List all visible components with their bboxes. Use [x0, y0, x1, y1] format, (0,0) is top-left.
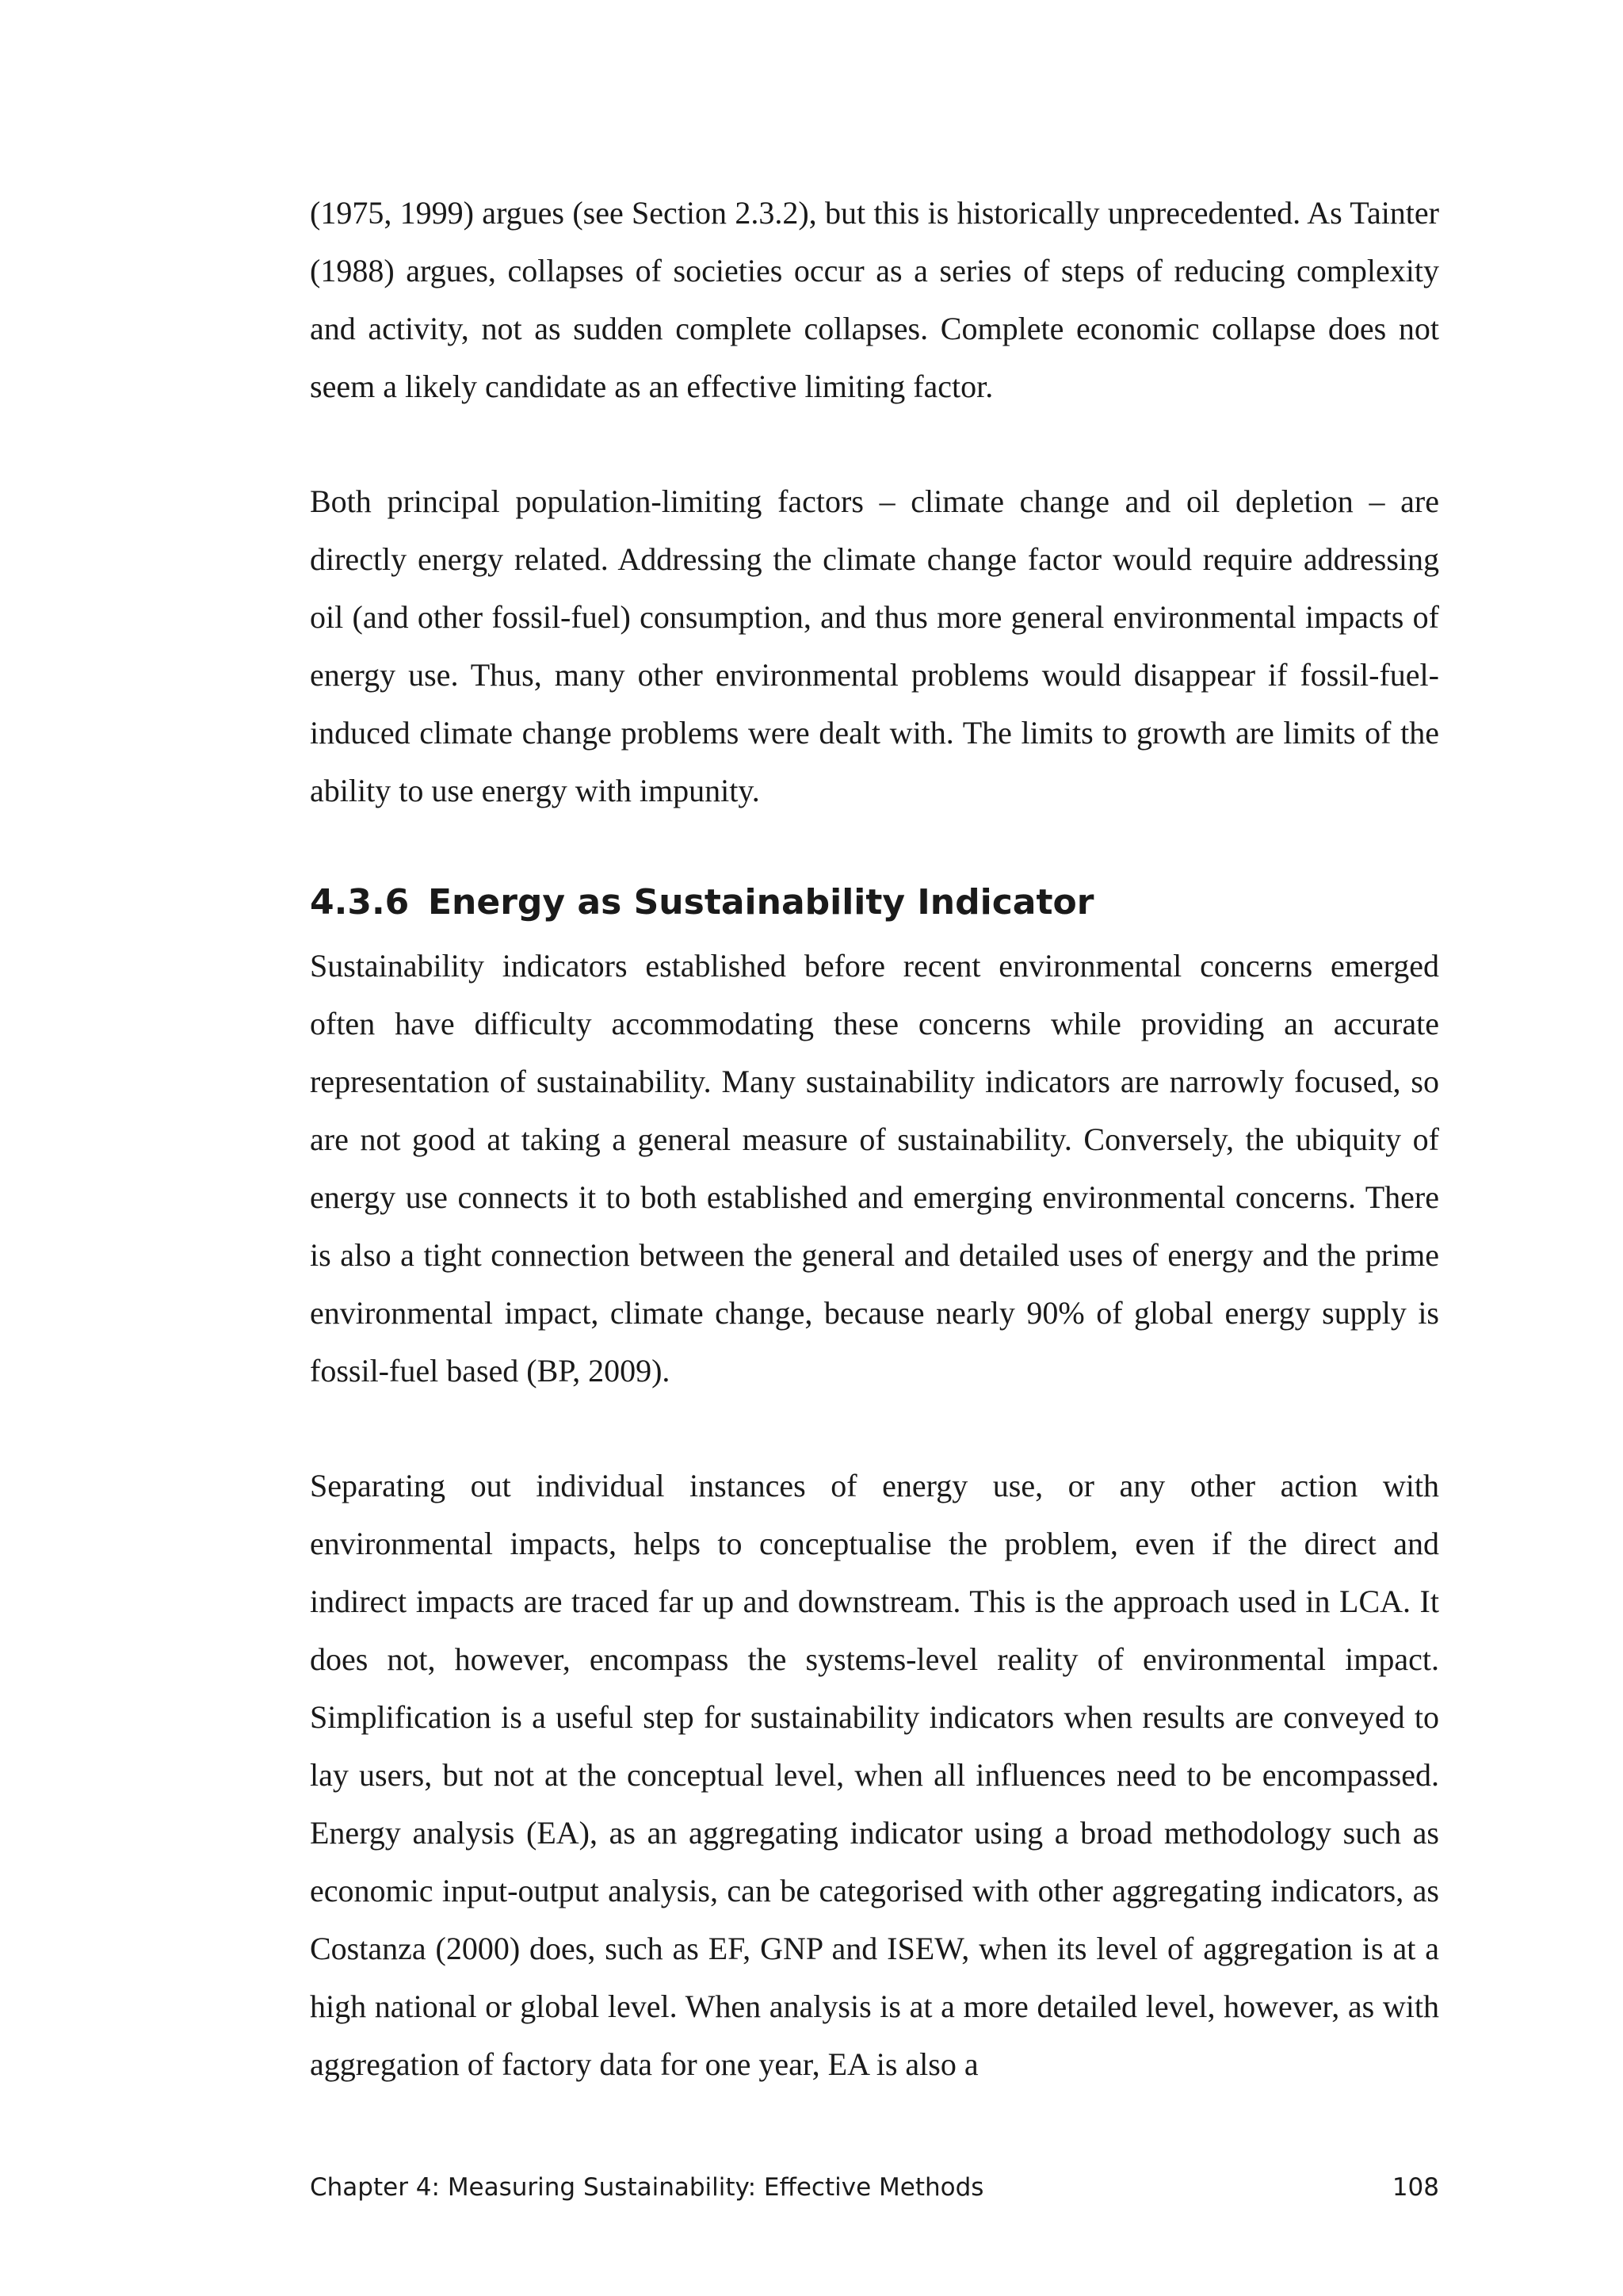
footer-page-number: 108 [1392, 2173, 1439, 2202]
section-title: Energy as Sustainability Indicator [428, 882, 1094, 923]
paragraph-2: Both principal population-limiting factors – climate change and oil depletion – are directly energy related. Addressing the climate change factor would require addressing oil (and other fossil-fuel) consumption, and thus more general environmental impacts of energy use. Thus, many other environmental problems would disappear if fossil-fuel-induced climate change problems were dealt with. The limits to growth are limits of the ability to use energy with impunity. [310, 483, 1439, 808]
page-footer [310, 2168, 1439, 2206]
section-heading [310, 869, 1439, 937]
footer-chapter-title: Chapter 4: Measuring Sustainability: Effective Methods [310, 2173, 984, 2202]
paragraph-4: Separating out individual instances of energy use, or any other action with environmental impacts, helps to conceptualise the problem, even if the direct and indirect impacts are traced far up and downstream. This is the approach used in LCA. It does not, however, encompass the systems-level reality of environmental impact. Simplification is a useful step for sustainability indicators when results are conveyed to lay users, but not at the conceptual level, when all influences need to be encompassed. Energy analysis (EA), as an aggregating indicator using a broad methodology such as economic input-output analysis, can be categorised with other aggregating indicators, as Costanza (2000) does, such as EF, GNP and ISEW, when its level of aggregation is at a high national or global level. When analysis is at a more detailed level, however, as with aggregation of factory data for one year, EA is also a [310, 1468, 1439, 2082]
section-number: 4.3.6 [310, 882, 410, 923]
paragraph-1: (1975, 1999) argues (see Section 2.3.2), but this is historically unprecedented. As Tainter (1988) argues, collapses of societies occur as a series of steps of reducing complexity and activity, not as sudden complete collapses. Complete economic collapse does not seem a likely candidate as an effective limiting factor. [310, 195, 1439, 404]
paragraph-3: Sustainability indicators established before recent environmental concerns emerged often have difficulty accommodating these concerns while providing an accurate representation of sustainability. Many sustainability indicators are narrowly focused, so are not good at taking a general measure of sustainability. Conversely, the ubiquity of energy use connects it to both established and emerging environmental concerns. There is also a tight connection between the general and detailed uses of energy and the prime environmental impact, climate change, because nearly 90% of global energy supply is fossil-fuel based (BP, 2009). [310, 948, 1439, 1389]
page-body [310, 184, 1439, 2093]
